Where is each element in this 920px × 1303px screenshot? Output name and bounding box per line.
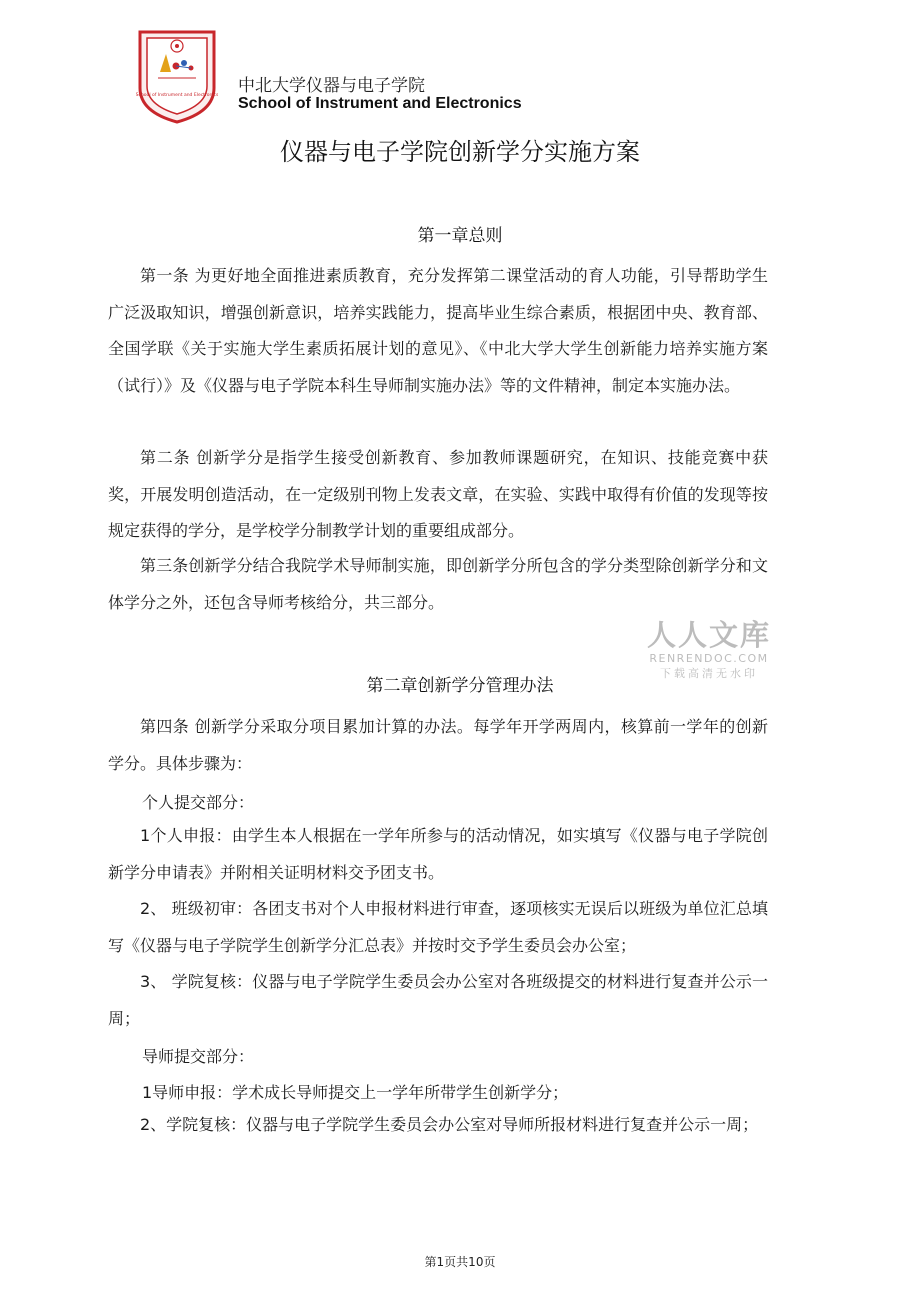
page-number: 第1页共10页: [424, 1255, 496, 1269]
watermark-domain: RENRENDOC.COM: [649, 652, 769, 665]
tutor-submission-heading: 导师提交部分：: [142, 1047, 255, 1066]
article-4: 第四条 创新学分采取分项目累加计算的办法。每学年开学两周内，核算前一学年的创新学分。具体步骤为：: [108, 717, 768, 773]
chapter2-heading: 第二章创新学分管理办法: [366, 676, 554, 696]
article-2: 第二条 创新学分是指学生接受创新教育、参加教师课题研究，在知识、技能竞赛中获奖，开展发明创造活动，在一定级别刊物上发表文章，在实验、实践中取得有价值的发现等按规定获得的学分，是学校学分制教学计划的重要组成部分。: [108, 448, 768, 540]
document-title: 仪器与电子学院创新学分实施方案: [280, 138, 640, 166]
school-logo: [136, 28, 218, 124]
institution-name-cn: 中北大学仪器与电子学院: [238, 76, 425, 96]
article-1: 第一条 为更好地全面推进素质教育，充分发挥第二课堂活动的育人功能，引导帮助学生广泛汲取知识，增强创新意识，培养实践能力，提高毕业生综合素质，根据团中央、教育部、全国学联《关于实施大学生素质拓展计划的意见》、《中北大学大学生创新能力培养实施方案（试行）》及《仪器与电子学院本科生导师制实施办法》等的文件精神，制定本实施办法。: [108, 266, 768, 395]
tutor-step-1: 1导师申报：学术成长导师提交上一学年所带学生创新学分；: [142, 1083, 569, 1102]
watermark-title: 人人文库: [646, 618, 771, 652]
personal-submission-heading: 个人提交部分：: [142, 793, 255, 812]
institution-name-en: School of Instrument and Electronics: [238, 95, 522, 112]
chapter1-heading: 第一章总则: [417, 226, 503, 246]
step-2-class-review: 2、 班级初审：各团支书对个人申报材料进行审查，逐项核实无误后以班级为单位汇总填写《仪器与电子学院学生创新学分汇总表》并按时交予学生委员会办公室；: [108, 899, 768, 955]
tutor-step-2: 2、学院复核：仪器与电子学院学生委员会办公室对导师所报材料进行复查并公示一周；: [140, 1115, 759, 1134]
svg-text:School of Instrument and Elect: School of Instrument and Electronics: [136, 93, 218, 98]
watermark-subtitle: 下载高清无水印: [660, 667, 758, 680]
step-3-college-recheck: 3、 学院复核：仪器与电子学院学生委员会办公室对各班级提交的材料进行复查并公示一周；: [108, 972, 768, 1028]
article-3: 第三条创新学分结合我院学术导师制实施，即创新学分所包含的学分类型除创新学分和文体学分之外，还包含导师考核给分，共三部分。: [108, 556, 768, 612]
step-1-personal-apply: 1个人申报：由学生本人根据在一学年所参与的活动情况，如实填写《仪器与电子学院创新学分申请表》并附相关证明材料交予团支书。: [108, 826, 768, 882]
